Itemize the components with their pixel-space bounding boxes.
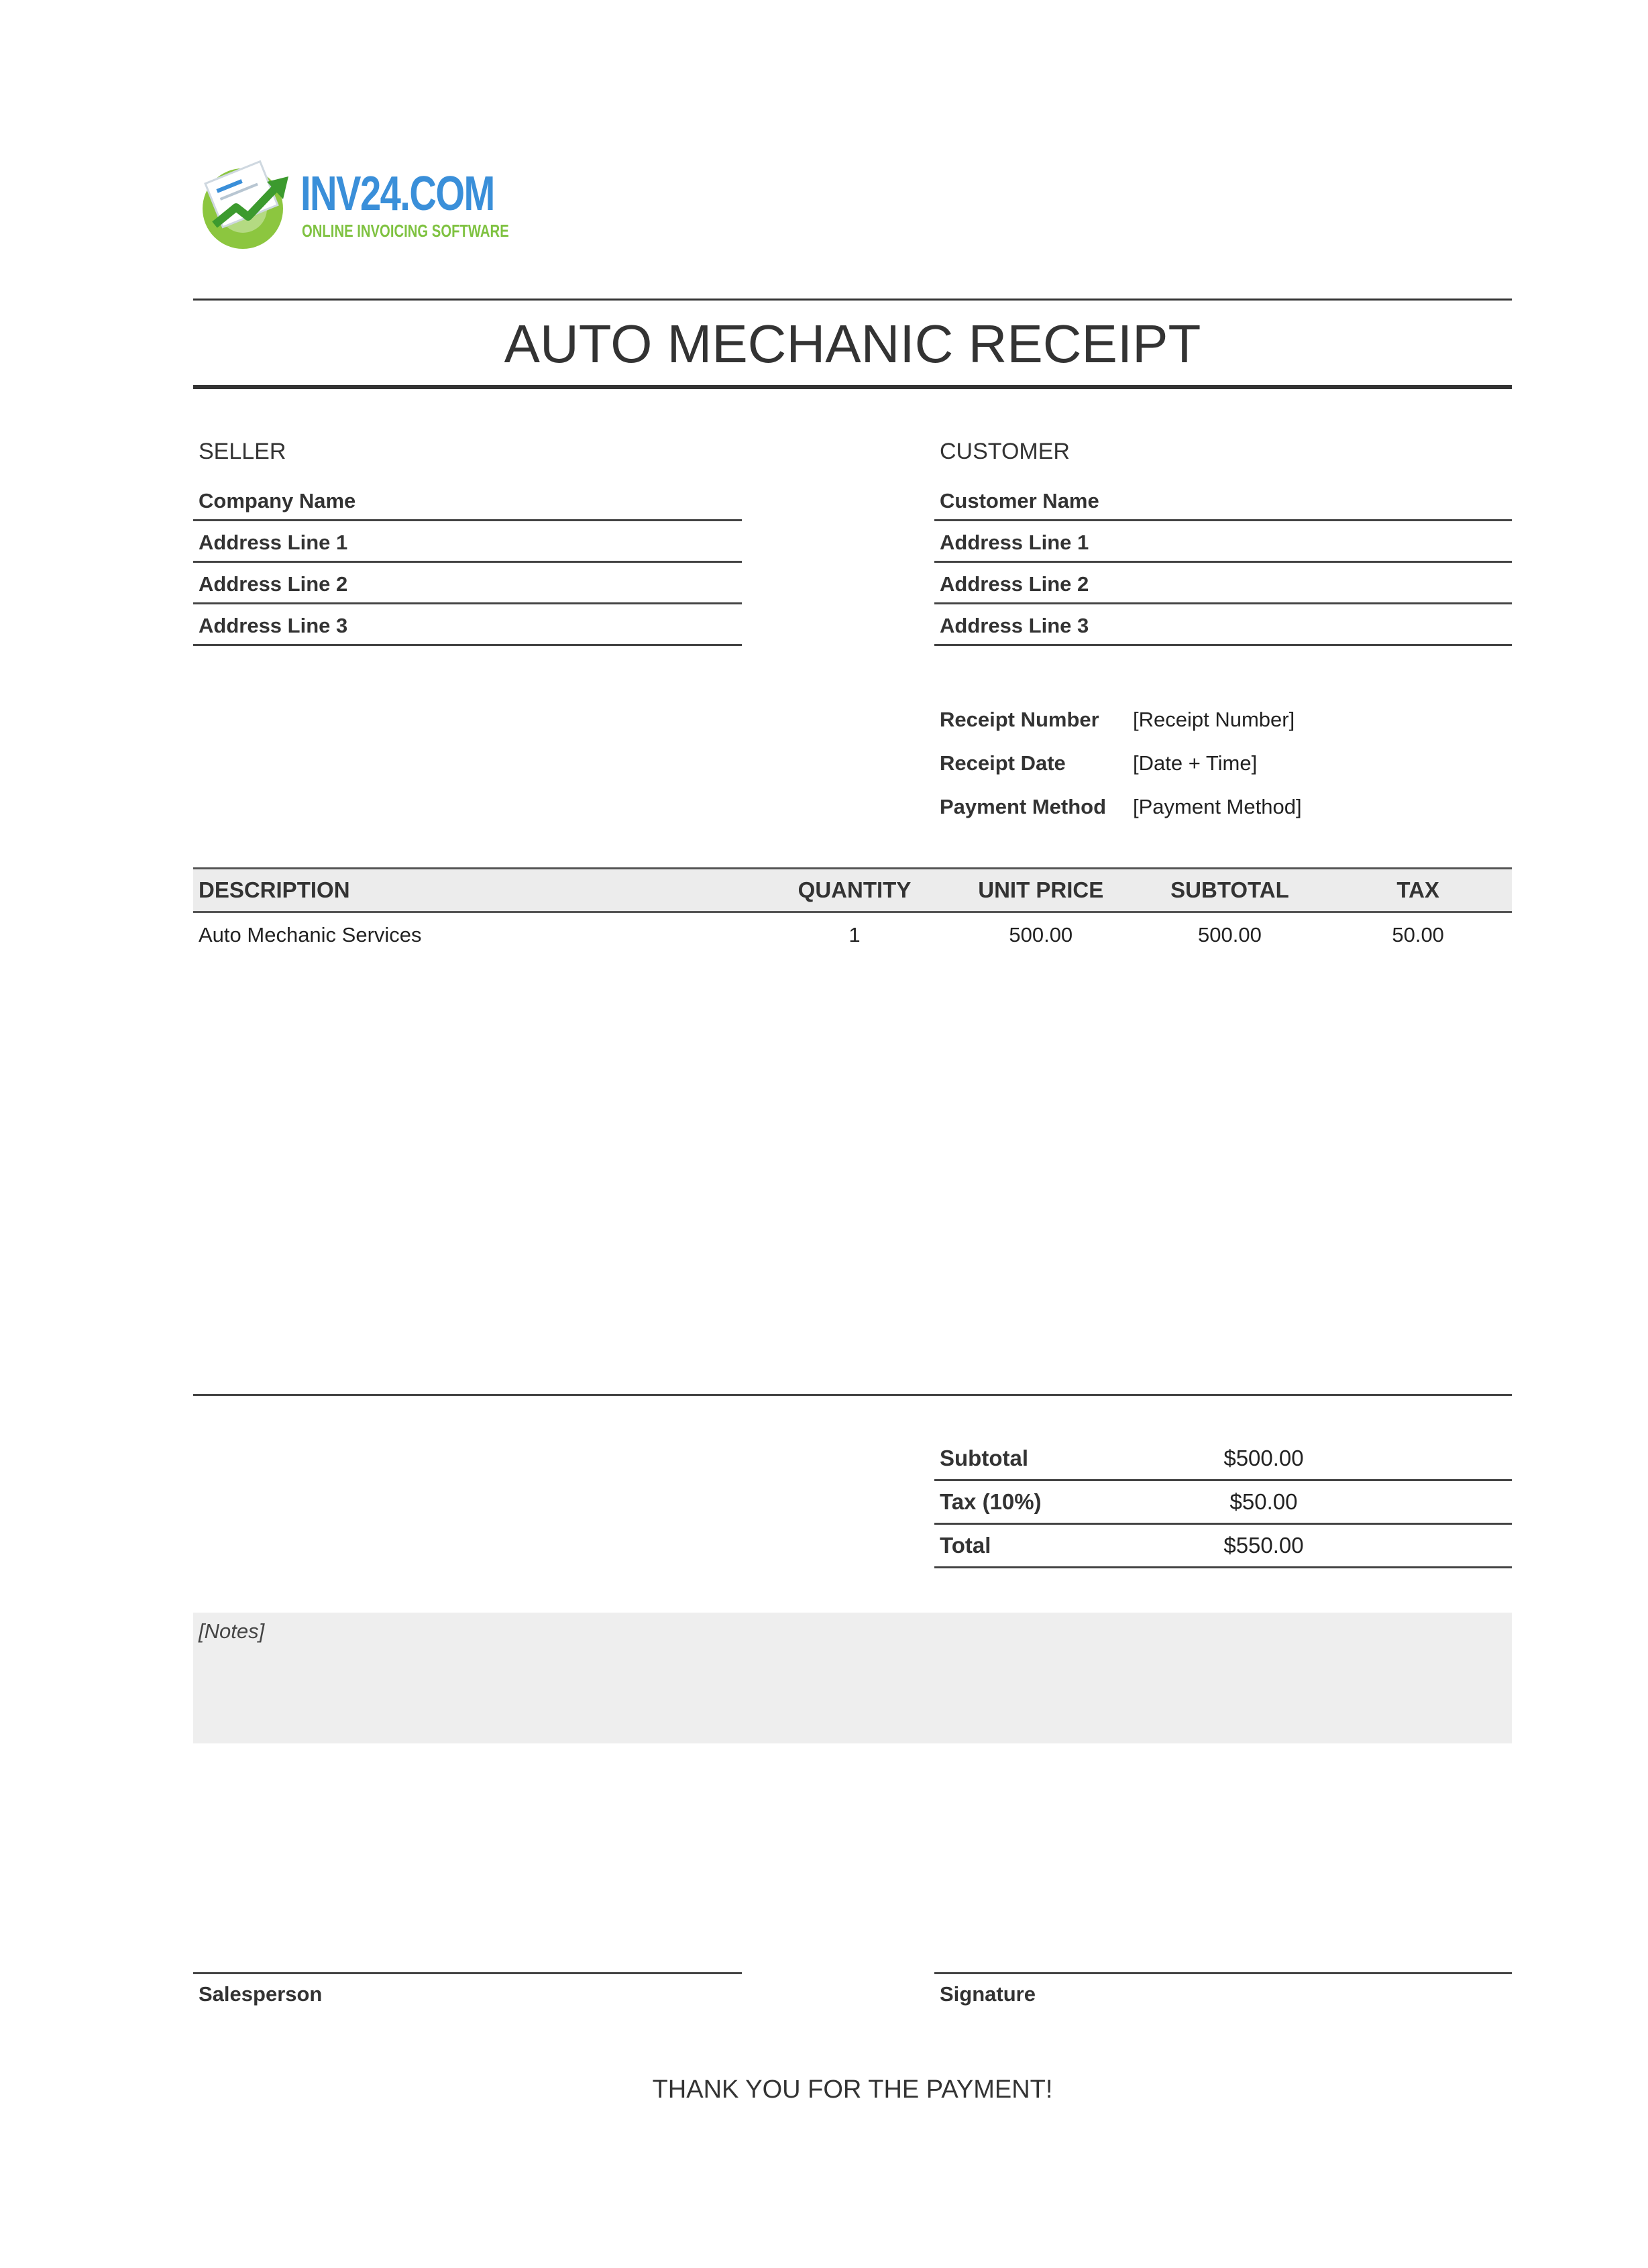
- salesperson-label: Salesperson: [199, 1982, 323, 2006]
- tax-value: $50.00: [1229, 1489, 1298, 1514]
- totals-row-total: [934, 1525, 1512, 1568]
- signature-label: Signature: [940, 1982, 1036, 2006]
- customer-address-line-2[interactable]: Address Line 2: [934, 563, 1512, 604]
- receipt-date-value[interactable]: [Date + Time]: [1133, 751, 1258, 775]
- meta-row-payment-method: [934, 785, 1512, 828]
- payment-method-label: Payment Method: [940, 794, 1107, 818]
- items-header-row: [193, 867, 1512, 913]
- cell-tax: 50.00: [1392, 922, 1444, 947]
- receipt-meta: [934, 698, 1512, 828]
- seller-block: [193, 436, 742, 646]
- receipt-number-label: Receipt Number: [940, 707, 1099, 731]
- customer-address-line-1[interactable]: Address Line 1: [934, 521, 1512, 563]
- meta-row-receipt-date: [934, 741, 1512, 785]
- receipt-date-label: Receipt Date: [940, 751, 1066, 775]
- customer-address-line-3[interactable]: Address Line 3: [934, 604, 1512, 646]
- logo-title: INV24.COM: [300, 167, 494, 221]
- totals-block: [934, 1438, 1512, 1568]
- customer-signature: [934, 1972, 1512, 2006]
- thank-you-message: THANK YOU FOR THE PAYMENT!: [652, 2075, 1053, 2104]
- title-bottom-rule: [193, 385, 1512, 389]
- total-label: Total: [940, 1533, 991, 1558]
- subtotal-label: Subtotal: [940, 1446, 1028, 1470]
- items-bottom-rule: [193, 1394, 1512, 1396]
- company-logo: [195, 158, 509, 252]
- header-description: DESCRIPTION: [199, 877, 350, 902]
- customer-heading: CUSTOMER: [940, 439, 1070, 464]
- totals-row-tax: [934, 1481, 1512, 1525]
- header-quantity: QUANTITY: [798, 877, 912, 902]
- total-value: $550.00: [1223, 1533, 1304, 1558]
- seller-company-name[interactable]: Company Name: [193, 480, 742, 521]
- notes-field[interactable]: [Notes]: [193, 1613, 1512, 1743]
- seller-address-line-1[interactable]: Address Line 1: [193, 521, 742, 563]
- logo-icon: [195, 158, 295, 252]
- customer-name[interactable]: Customer Name: [934, 480, 1512, 521]
- meta-row-receipt-number: [934, 698, 1512, 741]
- totals-row-subtotal: [934, 1438, 1512, 1481]
- table-row: [193, 913, 1512, 957]
- cell-quantity[interactable]: 1: [848, 922, 861, 947]
- cell-unit-price[interactable]: 500.00: [1009, 922, 1073, 947]
- subtotal-value: $500.00: [1223, 1446, 1304, 1470]
- customer-block: [934, 436, 1512, 646]
- header-subtotal: SUBTOTAL: [1170, 877, 1289, 902]
- cell-description[interactable]: Auto Mechanic Services: [199, 922, 422, 947]
- items-table: [193, 867, 1512, 957]
- tax-label: Tax (10%): [940, 1489, 1042, 1514]
- cell-subtotal: 500.00: [1198, 922, 1262, 947]
- payment-method-value[interactable]: [Payment Method]: [1133, 794, 1302, 818]
- seller-address-line-2[interactable]: Address Line 2: [193, 563, 742, 604]
- header-unit-price: UNIT PRICE: [978, 877, 1104, 902]
- receipt-number-value[interactable]: [Receipt Number]: [1133, 707, 1295, 731]
- seller-address-line-3[interactable]: Address Line 3: [193, 604, 742, 646]
- header-tax: TAX: [1396, 877, 1439, 902]
- title-top-rule: [193, 299, 1512, 301]
- page-title: AUTO MECHANIC RECEIPT: [504, 314, 1201, 374]
- salesperson-signature: [193, 1972, 742, 2006]
- seller-heading: SELLER: [199, 439, 286, 464]
- logo-subtitle: ONLINE INVOICING SOFTWARE: [302, 221, 509, 241]
